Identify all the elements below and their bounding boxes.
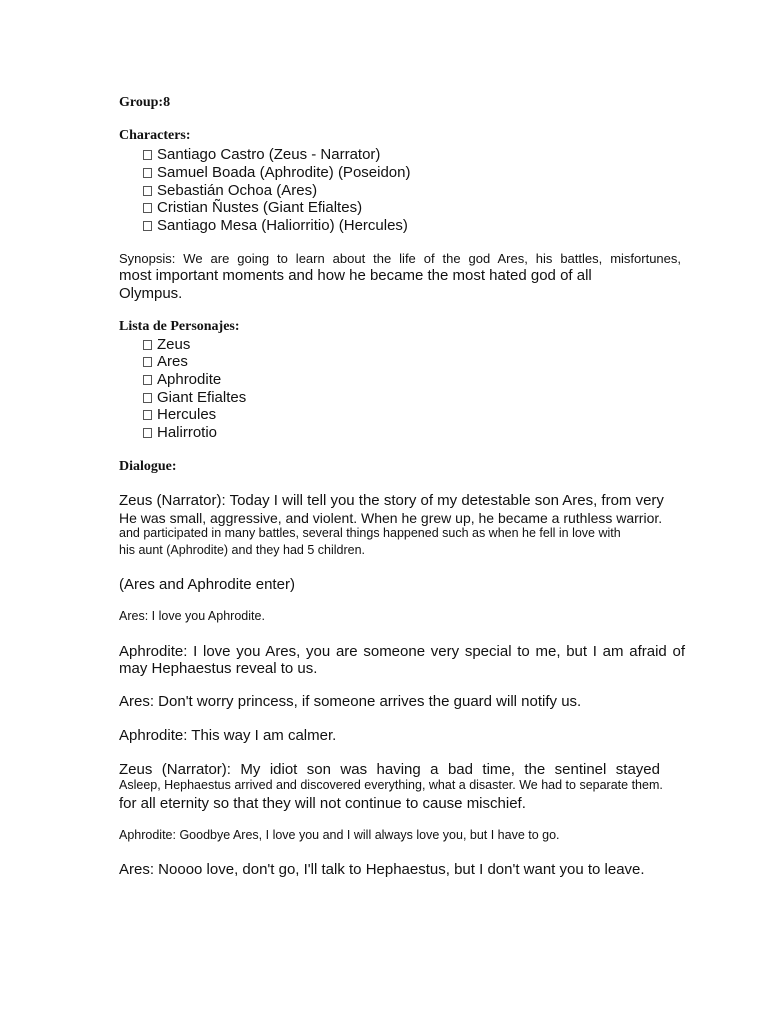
stage-direction: (Ares and Aphrodite enter) (119, 576, 295, 593)
dialogue-line: Zeus (Narrator): Today I will tell you the story of my detestable son Ares, from very (119, 492, 664, 509)
character-name: Cristian Ñustes (Giant Efialtes) (157, 199, 363, 216)
dialogue-line: Zeus (Narrator): My idiot son was having a bad time, the sentinel stayed (119, 761, 660, 778)
character-item (143, 218, 408, 233)
synopsis-line: most important moments and how he became the most hated god of all (119, 267, 592, 284)
personaje-name: Halirrotio (157, 424, 218, 441)
character-item (143, 165, 410, 180)
dialogue-line: Ares: Don't worry princess, if someone arrives the guard will notify us. (119, 693, 582, 710)
bullet-box-icon (143, 428, 152, 438)
dialogue-line: may Hephaestus reveal to us. (119, 660, 318, 677)
bullet-box-icon (143, 410, 152, 420)
dialogue-line: Aphrodite: Goodbye Ares, I love you and I will always love you, but I have to go. (119, 828, 560, 842)
personaje-name: Aphrodite (157, 371, 222, 388)
dialogue-line: his aunt (Aphrodite) and they had 5 children. (119, 543, 365, 557)
synopsis-line: Olympus. (119, 285, 183, 302)
bullet-box-icon (143, 150, 152, 160)
personaje-name: Ares (157, 353, 188, 370)
dialogue-line: for all eternity so that they will not continue to cause mischief. (119, 795, 526, 812)
bullet-box-icon (143, 393, 152, 403)
character-name: Sebastián Ochoa (Ares) (157, 182, 318, 199)
personaje-item (143, 354, 188, 369)
personaje-item (143, 425, 217, 440)
dialogue-line: Aphrodite: I love you Ares, you are someone very special to me, but I am afraid of (119, 643, 685, 660)
personaje-name: Zeus (157, 336, 191, 353)
character-item (143, 147, 380, 162)
bullet-box-icon (143, 168, 152, 178)
personaje-item (143, 337, 190, 352)
dialogue-line: Asleep, Hephaestus arrived and discovered everything, what a disaster. We had to separate them. (119, 778, 663, 792)
bullet-box-icon (143, 203, 152, 213)
bullet-box-icon (143, 357, 152, 367)
character-name: Santiago Mesa (Haliorritio) (Hercules) (157, 217, 408, 234)
synopsis-line: Synopsis: We are going to learn about the life of the god Ares, his battles, misfortunes, (119, 251, 681, 266)
character-item (143, 200, 362, 215)
personaje-item (143, 372, 221, 387)
dialogue-line: Ares: Noooo love, don't go, I'll talk to Hephaestus, but I don't want you to leave. (119, 861, 645, 878)
dialogue-line: Aphrodite: This way I am calmer. (119, 727, 337, 744)
group-label: Group:8 (119, 95, 171, 110)
personaje-item (143, 407, 216, 422)
dialogue-line: He was small, aggressive, and violent. When he grew up, he became a ruthless warrior. (119, 510, 663, 526)
dialogue-line: Ares: I love you Aphrodite. (119, 609, 265, 623)
bullet-box-icon (143, 340, 152, 350)
bullet-box-icon (143, 375, 152, 385)
personajes-heading: Lista de Personajes: (119, 319, 240, 334)
personaje-name: Hercules (157, 406, 217, 423)
bullet-box-icon (143, 186, 152, 196)
dialogue-heading: Dialogue: (119, 459, 177, 474)
characters-heading: Characters: (119, 128, 191, 143)
personaje-name: Giant Efialtes (157, 389, 247, 406)
personaje-item (143, 390, 246, 405)
character-name: Samuel Boada (Aphrodite) (Poseidon) (157, 164, 411, 181)
character-name: Santiago Castro (Zeus - Narrator) (157, 146, 381, 163)
bullet-box-icon (143, 221, 152, 231)
character-item (143, 183, 317, 198)
dialogue-line: and participated in many battles, several things happened such as when he fell in love with (119, 526, 621, 540)
